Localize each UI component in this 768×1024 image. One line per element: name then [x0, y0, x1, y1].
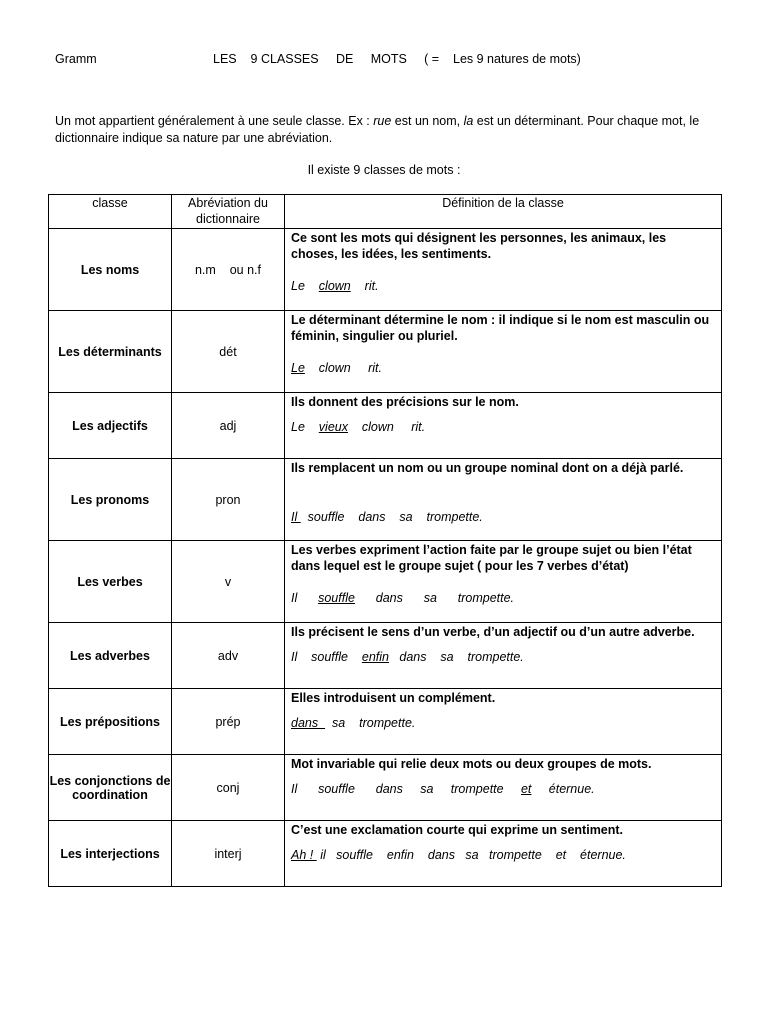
example-sentence: [291, 278, 715, 294]
class-name-cell: Les pronoms: [49, 459, 172, 541]
example-highlighted-word: Il: [291, 510, 301, 524]
intro-text-3: est un déterminant. Pour chaque mot, le dictionnaire indique sa nature par une abréviation.: [55, 114, 700, 145]
example-fragment: Le: [291, 279, 319, 293]
column-header-abbreviation: Abréviation du dictionnaire: [172, 195, 285, 229]
abbreviation-cell: interj: [172, 821, 285, 887]
definition-text: Ils donnent des précisions sur le nom.: [291, 395, 519, 409]
definition-text: Ce sont les mots qui désignent les personnes, les animaux, les choses, les idées, les sentiments.: [291, 231, 667, 261]
table-row: [49, 541, 722, 623]
example-fragment: Il: [291, 591, 319, 605]
class-name-cell: Les adverbes: [49, 623, 172, 689]
definition-cell: [285, 311, 722, 393]
class-name-cell: Les interjections: [49, 821, 172, 887]
intro-example-la: la: [463, 114, 474, 128]
header-label: Gramm: [55, 52, 97, 66]
table-row: [49, 821, 722, 887]
word-classes-table: [48, 194, 722, 887]
table-row: [49, 229, 722, 311]
table-row: [49, 459, 722, 541]
class-name-cell: Les verbes: [49, 541, 172, 623]
column-header-classe: classe: [49, 195, 172, 229]
intro-example-rue: rue: [373, 114, 392, 128]
example-highlighted-word: Ah !: [291, 848, 317, 862]
definition-cell: [285, 459, 722, 541]
abbreviation-cell: adv: [172, 623, 285, 689]
class-name-cell: Les prépositions: [49, 689, 172, 755]
example-fragment: souffle dans sa trompette.: [300, 510, 483, 524]
class-name-cell: Les conjonctions de coordination: [49, 755, 172, 821]
class-name-cell: Les déterminants: [49, 311, 172, 393]
table-row: [49, 755, 722, 821]
class-name-cell: Les noms: [49, 229, 172, 311]
intro-text-1: Un mot appartient généralement à une seule classe. Ex :: [55, 114, 374, 128]
abbreviation-cell: n.m ou n.f: [172, 229, 285, 311]
example-sentence: [291, 847, 715, 863]
definition-text: Ils précisent le sens d’un verbe, d’un adjectif ou d’un autre adverbe.: [291, 625, 695, 639]
example-fragment: il souffle enfin dans sa trompette et éternue.: [316, 848, 626, 862]
definition-cell: [285, 755, 722, 821]
definition-cell: [285, 393, 722, 459]
abbreviation-cell: dét: [172, 311, 285, 393]
example-sentence: [291, 419, 715, 435]
abbreviation-cell: adj: [172, 393, 285, 459]
abbreviation-cell: conj: [172, 755, 285, 821]
example-fragment: éternue.: [531, 782, 595, 796]
example-sentence: [291, 715, 715, 731]
definition-cell: [285, 229, 722, 311]
definition-text: Mot invariable qui relie deux mots ou deux groupes de mots.: [291, 757, 652, 771]
definition-text: Elles introduisent un complément.: [291, 691, 496, 705]
table-header-row: [49, 195, 722, 229]
example-highlighted-word: clown: [318, 279, 351, 293]
example-fragment: dans sa trompette.: [388, 650, 524, 664]
example-fragment: clown rit.: [347, 420, 426, 434]
example-highlighted-word: Le: [291, 361, 305, 375]
example-sentence: [291, 360, 715, 376]
intro-text-2: est un nom,: [391, 114, 464, 128]
definition-text: Ils remplacent un nom ou un groupe nominal dont on a déjà parlé.: [291, 461, 684, 475]
example-highlighted-word: dans: [291, 716, 326, 730]
abbreviation-cell: v: [172, 541, 285, 623]
definition-cell: [285, 541, 722, 623]
definition-text: C’est une exclamation courte qui exprime un sentiment.: [291, 823, 624, 837]
example-fragment: rit.: [350, 279, 379, 293]
example-fragment: Il souffle: [291, 650, 362, 664]
table-intro: Il existe 9 classes de mots :: [307, 163, 461, 177]
example-highlighted-word: et: [520, 782, 532, 796]
example-fragment: Il souffle dans sa trompette: [291, 782, 521, 796]
page-header: [55, 52, 735, 68]
example-sentence: [291, 649, 715, 665]
example-highlighted-word: souffle: [318, 591, 355, 605]
example-sentence: [291, 781, 715, 797]
abbreviation-cell: pron: [172, 459, 285, 541]
class-name-cell: Les adjectifs: [49, 393, 172, 459]
intro-paragraph: [55, 113, 725, 147]
table-row: [49, 623, 722, 689]
example-fragment: dans sa trompette.: [354, 591, 515, 605]
example-fragment: sa trompette.: [325, 716, 416, 730]
table-row: [49, 311, 722, 393]
example-fragment: clown rit.: [304, 361, 383, 375]
column-header-definition: Définition de la classe: [285, 195, 722, 229]
example-sentence: [291, 590, 715, 606]
page-title: LES 9 CLASSES DE MOTS ( = Les 9 natures de mots): [213, 52, 581, 66]
example-sentence: [291, 509, 715, 525]
table-row: [49, 689, 722, 755]
definition-cell: [285, 689, 722, 755]
abbreviation-cell: prép: [172, 689, 285, 755]
example-highlighted-word: vieux: [318, 420, 348, 434]
definition-cell: [285, 821, 722, 887]
definition-text: Les verbes expriment l’action faite par le groupe sujet ou bien l’état dans lequel est le groupe sujet ( pour les 7 verbes d’état): [291, 543, 692, 573]
example-highlighted-word: enfin: [361, 650, 389, 664]
definition-text: Le déterminant détermine le nom : il indique si le nom est masculin ou féminin, singulier ou pluriel.: [291, 313, 710, 343]
table-row: [49, 393, 722, 459]
definition-cell: [285, 623, 722, 689]
example-fragment: Le: [291, 420, 319, 434]
